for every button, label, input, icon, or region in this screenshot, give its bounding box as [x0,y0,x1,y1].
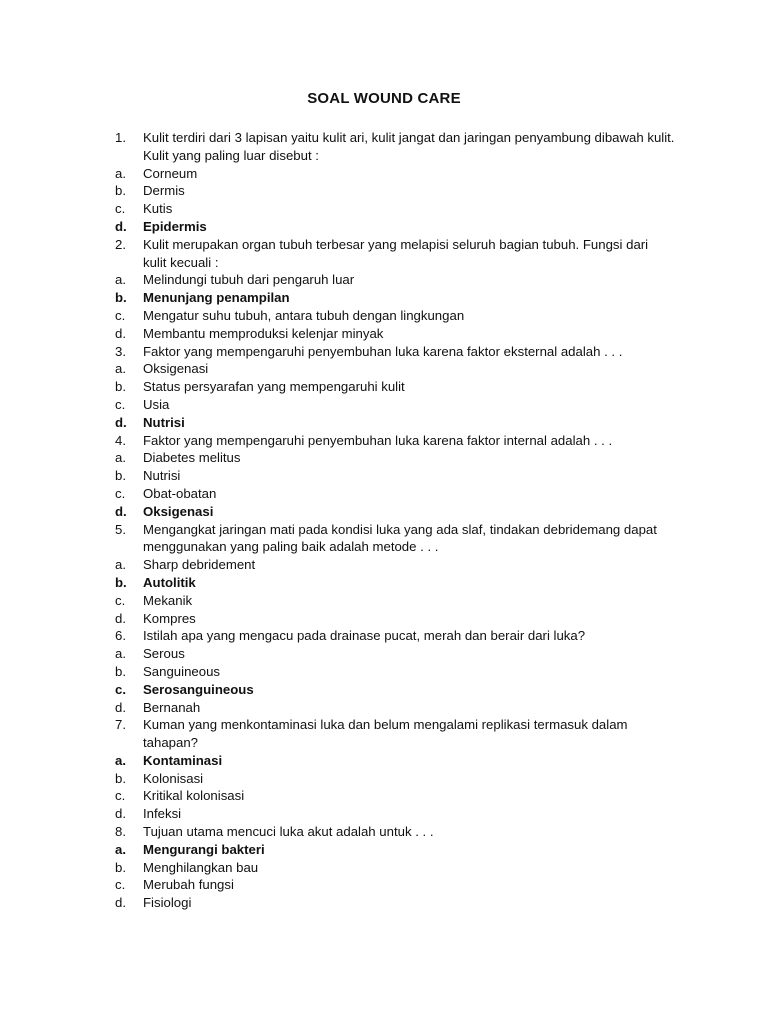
option-text: Membantu memproduksi kelenjar minyak [143,325,384,341]
option-letter: d. [115,325,126,341]
option-letter: c. [115,307,126,323]
question-text: Mengangkat jaringan mati pada kondisi luka yang ada slaf, tindakan debridemang dapat menggunakan yang paling baik adalah metode . . . [143,521,657,555]
answer-option [115,770,675,788]
question-item [115,627,675,716]
option-text: Kritikal kolonisasi [143,788,245,804]
answer-option [115,307,675,325]
option-list [115,360,675,431]
answer-option [115,894,675,912]
question-number: 5. [115,521,126,537]
option-text: Sharp debridement [143,557,256,573]
option-letter: d. [115,699,126,715]
answer-option [115,325,675,343]
option-list [115,556,675,627]
option-letter: a. [115,450,126,466]
option-text: Menunjang penampilan [143,290,290,306]
option-list [115,449,675,520]
option-letter: a. [115,557,126,573]
answer-option [115,200,675,218]
question-text: Kuman yang menkontaminasi luka dan belum mengalami replikasi termasuk dalam tahapan? [143,717,628,751]
option-letter: b. [115,663,126,679]
answer-option-correct [115,414,675,432]
question-number: 2. [115,236,126,252]
answer-option [115,360,675,378]
option-text: Menghilangkan bau [143,859,259,875]
answer-option-correct [115,841,675,859]
question-number: 4. [115,432,126,448]
question-row [115,236,675,272]
question-row [115,823,675,841]
answer-option [115,699,675,717]
question-text: Faktor yang mempengaruhi penyembuhan luka karena faktor internal adalah . . . [143,432,613,448]
option-letter: c. [115,396,126,412]
option-text: Usia [143,396,170,412]
question-row [115,129,675,165]
option-text: Epidermis [143,218,207,234]
question-text: Istilah apa yang mengacu pada drainase pucat, merah dan berair dari luka? [143,628,586,644]
answer-option [115,449,675,467]
option-text: Merubah fungsi [143,877,234,893]
answer-option [115,663,675,681]
option-text: Nutrisi [143,414,185,430]
option-letter: b. [115,770,126,786]
option-text: Status persyarafan yang mempengaruhi kulit [143,379,405,395]
answer-option [115,556,675,574]
option-letter: b. [115,468,126,484]
option-letter: c. [115,788,126,804]
option-text: Fisiologi [143,895,192,911]
question-number: 3. [115,343,126,359]
option-text: Oksigenasi [143,503,214,519]
question-list [115,129,675,912]
option-list [115,271,675,342]
option-letter: a. [115,272,126,288]
answer-option [115,182,675,200]
document-title: SOAL WOUND CARE [307,90,461,107]
question-item [115,716,675,823]
option-letter: c. [115,877,126,893]
option-letter: d. [115,503,127,519]
question-item [115,823,675,912]
option-letter: a. [115,841,126,857]
answer-option [115,859,675,877]
question-item [115,521,675,628]
answer-option [115,645,675,663]
option-text: Mengurangi bakteri [143,841,265,857]
option-list [115,841,675,912]
option-text: Corneum [143,165,198,181]
option-text: Dermis [143,183,185,199]
option-letter: a. [115,646,126,662]
option-letter: d. [115,610,126,626]
question-row [115,716,675,752]
option-letter: b. [115,379,126,395]
option-letter: c. [115,681,126,697]
option-letter: b. [115,183,126,199]
question-item [115,343,675,432]
question-row [115,521,675,557]
answer-option [115,378,675,396]
answer-option-correct [115,503,675,521]
option-text: Kompres [143,610,196,626]
option-letter: c. [115,201,126,217]
option-text: Obat-obatan [143,485,217,501]
question-text: Faktor yang mempengaruhi penyembuhan luka karena faktor eksternal adalah . . . [143,343,623,359]
option-text: Nutrisi [143,468,181,484]
answer-option [115,610,675,628]
option-letter: a. [115,752,126,768]
answer-option [115,396,675,414]
option-list [115,645,675,716]
option-text: Kontaminasi [143,752,223,768]
question-row [115,432,675,450]
answer-option [115,805,675,823]
option-text: Serous [143,646,185,662]
answer-option-correct [115,681,675,699]
option-letter: c. [115,592,126,608]
option-letter: a. [115,361,126,377]
option-text: Sanguineous [143,663,220,679]
answer-option-correct [115,752,675,770]
option-letter: b. [115,859,126,875]
answer-option [115,787,675,805]
question-row [115,343,675,361]
option-letter: b. [115,574,127,590]
option-text: Melindungi tubuh dari pengaruh luar [143,272,355,288]
option-text: Diabetes melitus [143,450,241,466]
answer-option [115,467,675,485]
question-text: Kulit merupakan organ tubuh terbesar yang melapisi seluruh bagian tubuh. Fungsi dari kulit kecuali : [143,236,649,270]
option-text: Infeksi [143,806,182,822]
question-item [115,236,675,343]
answer-option [115,876,675,894]
question-number: 8. [115,824,126,840]
question-item [115,432,675,521]
question-number: 1. [115,130,126,145]
option-text: Kolonisasi [143,770,204,786]
option-text: Serosanguineous [143,681,254,697]
question-text: Tujuan utama mencuci luka akut adalah untuk . . . [143,824,434,840]
question-number: 7. [115,717,126,733]
answer-option-correct [115,289,675,307]
option-text: Bernanah [143,699,201,715]
option-list [115,752,675,823]
answer-option [115,592,675,610]
option-letter: b. [115,290,127,306]
answer-option-correct [115,574,675,592]
option-letter: d. [115,218,127,234]
option-list [115,165,675,236]
answer-option [115,485,675,503]
answer-option [115,271,675,289]
option-letter: d. [115,895,126,911]
question-row [115,627,675,645]
option-text: Oksigenasi [143,361,209,377]
option-text: Mengatur suhu tubuh, antara tubuh dengan lingkungan [143,307,465,323]
option-text: Autolitik [143,574,196,590]
option-text: Kutis [143,201,173,217]
question-number: 6. [115,628,126,644]
option-letter: a. [115,165,126,181]
answer-option-correct [115,218,675,236]
option-letter: d. [115,806,126,822]
question-item [115,129,675,236]
question-text: Kulit terdiri dari 3 lapisan yaitu kulit ari, kulit jangat dan jaringan penyambung dibawah kulit. Kulit yang paling luar disebut : [143,130,675,163]
answer-option [115,165,675,183]
option-letter: d. [115,414,127,430]
option-letter: c. [115,485,126,501]
option-text: Mekanik [143,592,193,608]
